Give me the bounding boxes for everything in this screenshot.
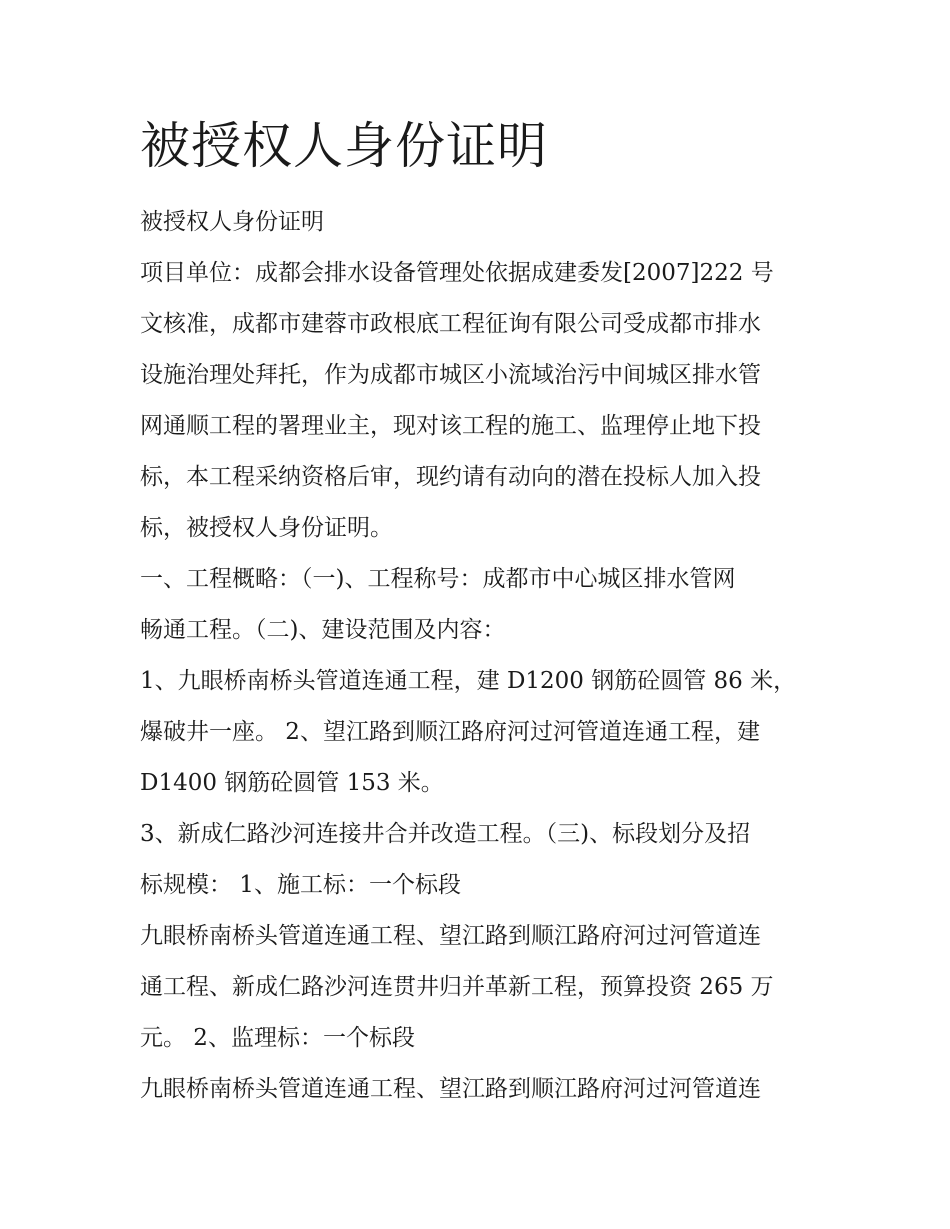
body-line: 畅通工程。（二)、建设范围及内容： bbox=[140, 617, 506, 643]
body-line: 3、新成仁路沙河连接井合并改造工程。（三)、标段划分及招 bbox=[140, 821, 751, 847]
body-line: 被授权人身份证明 bbox=[140, 209, 324, 235]
body-line: 设施治理处拜托，作为成都市城区小流域治污中间城区排水管 bbox=[140, 362, 761, 388]
body-line: 网通顺工程的署理业主，现对该工程的施工、监理停止地下投 bbox=[140, 413, 761, 439]
body-line: 标规模： 1、施工标：一个标段 bbox=[140, 872, 461, 898]
body-line: 文核准，成都市建蓉市政根底工程征询有限公司受成都市排水 bbox=[140, 311, 761, 337]
body-line: 一、工程概略：（一)、工程称号：成都市中心城区排水管网 bbox=[140, 566, 736, 592]
body-line: 通工程、新成仁路沙河连贯井归并革新工程，预算投资 265 万 bbox=[140, 974, 774, 1000]
body-line: 标，本工程采纳资格后审，现约请有动向的潜在投标人加入投 bbox=[140, 464, 761, 490]
body-line: 九眼桥南桥头管道连通工程、望江路到顺江路府河过河管道连 bbox=[140, 923, 761, 949]
body-line: 九眼桥南桥头管道连通工程、望江路到顺江路府河过河管道连 bbox=[140, 1076, 761, 1102]
body-line: D1400 钢筋砼圆管 153 米。 bbox=[140, 770, 444, 796]
body-line: 1、九眼桥南桥头管道连通工程，建 D1200 钢筋砼圆管 86 米， bbox=[140, 668, 797, 694]
document-title: 被授权人身份证明 bbox=[140, 117, 548, 175]
body-line: 爆破井一座。 2、望江路到顺江路府河过河管道连通工程，建 bbox=[140, 719, 760, 745]
body-line: 标，被授权人身份证明。 bbox=[140, 515, 393, 541]
body-line: 项目单位：成都会排水设备管理处依据成建委发[2007]222 号 bbox=[140, 260, 774, 286]
body-line: 元。 2、监理标：一个标段 bbox=[140, 1025, 415, 1051]
